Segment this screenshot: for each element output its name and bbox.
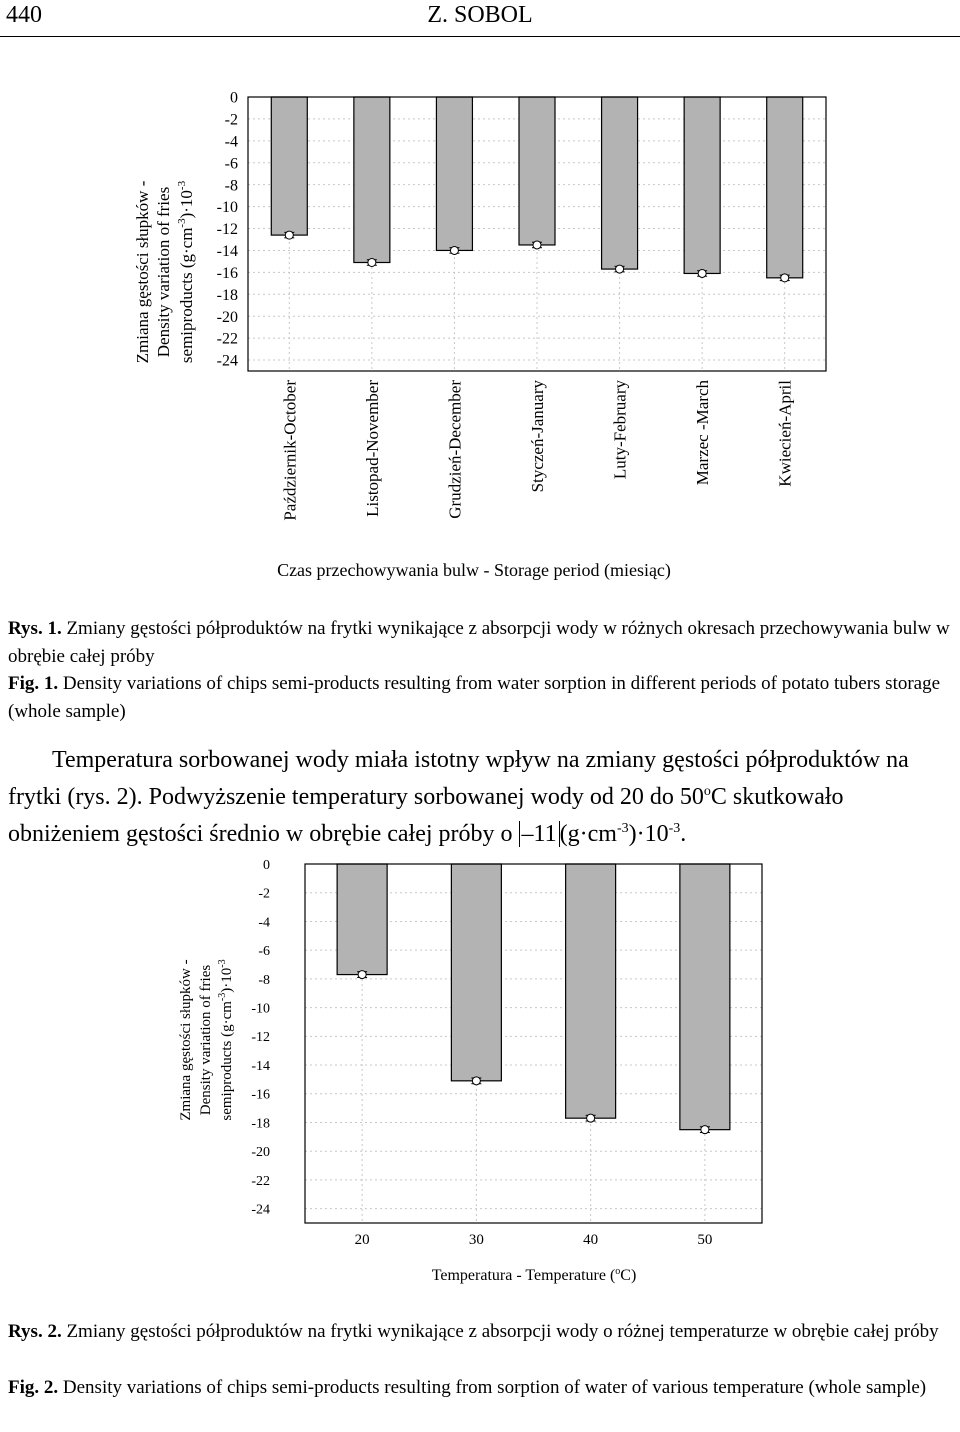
figure-2-caption-en xyxy=(8,1374,954,1402)
chart2-x-axis-label: Temperatura - Temperature ($^o$C) xyxy=(431,1266,637,1284)
y-tick-label: -20 xyxy=(216,308,238,326)
bar xyxy=(602,97,638,269)
mean-point xyxy=(701,1126,709,1134)
figure-1-caption-pl xyxy=(8,615,954,671)
chart2-x-tick-labels xyxy=(355,1232,713,1248)
x-tick-label: 40 xyxy=(583,1232,599,1248)
y-tick-label: -16 xyxy=(251,1087,270,1103)
y-tick-label: -24 xyxy=(216,352,238,370)
mean-point xyxy=(358,971,366,979)
bar xyxy=(566,864,616,1118)
bar xyxy=(451,864,501,1081)
page-number: 440 xyxy=(6,2,42,28)
figure-2-chart xyxy=(0,848,960,1292)
y-tick-label: 0 xyxy=(263,857,270,873)
y-tick-label: -6 xyxy=(258,944,270,960)
x-tick-label: 50 xyxy=(697,1232,713,1248)
x-tick-label: Grudzień-December xyxy=(445,380,465,519)
figure-1-label-en: Fig. 1. xyxy=(8,673,59,694)
y-tick-label: -10 xyxy=(216,199,238,217)
chart1-y-axis-label: Zmiana gęstości słupków - xyxy=(133,180,152,364)
figure-2-caption-en-text: Density variations of chips semi-products resulting from sorption of water of various temperature (whole sample) xyxy=(62,1377,927,1398)
bar xyxy=(767,97,803,278)
y-tick-label: -16 xyxy=(216,264,238,282)
chart2-bars xyxy=(337,864,730,1134)
x-tick-label: Luty-February xyxy=(610,380,630,480)
chart2-y-axis-label: Zmiana gęstości słupków - xyxy=(178,959,194,1121)
figure-2-label-pl: Rys. 2. xyxy=(8,1321,62,1342)
y-tick-label: -2 xyxy=(258,886,270,902)
bar xyxy=(680,864,730,1130)
y-tick-label: -14 xyxy=(251,1058,270,1074)
chart1-y-axis-label-2: Density variation of fries xyxy=(154,186,173,358)
chart1-x-axis-label: Czas przechowywania bulw - Storage period (miesiąc) xyxy=(277,560,671,580)
y-tick-label: -18 xyxy=(216,286,238,304)
body-paragraph: Temperatura sorbowanej wody miała istotny wpływ na zmiany gęstości półproduktów na frytki (rys. 2). Podwyższenie temperatury sorbowanej wody od 20 do 50$^o$C skutkowało obniżeniem gęstości średnio w obrębie całej próby o –11 $(g\cdot cm^{-3})\cdot 10^{-3}$. xyxy=(8,747,909,847)
figure-1-label-pl: Rys. 1. xyxy=(8,618,62,639)
mean-point xyxy=(472,1077,480,1085)
figure-2-caption-pl-text: Zmiany gęstości półproduktów na frytki wynikające z absorpcji wody o różnej temperaturze w obrębie całej próby xyxy=(66,1321,939,1342)
bar xyxy=(436,97,472,250)
mean-point xyxy=(587,1114,595,1122)
y-tick-label: 0 xyxy=(230,89,238,107)
chart2-y-tick-labels xyxy=(251,858,270,1218)
mean-point xyxy=(368,258,376,266)
y-tick-label: -12 xyxy=(251,1030,270,1046)
x-tick-label: 20 xyxy=(354,1232,370,1248)
x-tick-label: Listopad-November xyxy=(362,380,382,517)
chart1-x-tick-labels xyxy=(280,380,794,521)
y-tick-label: -22 xyxy=(251,1173,270,1189)
bar xyxy=(354,97,390,262)
figure-1-caption-pl-text: Zmiany gęstości półproduktów na frytki wynikające z absorpcji wody w różnych okresach przechowywania bulw w obrębie całej próby xyxy=(8,618,950,667)
y-tick-label: -6 xyxy=(224,155,238,173)
chart2-y-axis-label-3: semiproducts $(g\cdot cm^{-3})\cdot 10^{-3}$ xyxy=(217,959,235,1121)
mean-point xyxy=(698,269,706,277)
y-tick-label: -20 xyxy=(251,1145,270,1161)
chart2-y-axis-label-2: Density variation of fries xyxy=(198,964,214,1116)
x-tick-label: 30 xyxy=(468,1232,484,1248)
y-tick-label: -8 xyxy=(258,972,270,988)
mean-point xyxy=(781,274,789,282)
x-tick-label: Styczeń-January xyxy=(528,380,547,493)
y-tick-label: -10 xyxy=(251,1001,270,1017)
running-head: Z. SOBOL xyxy=(427,2,533,28)
chart1-bars xyxy=(271,97,802,282)
mean-point xyxy=(533,241,541,249)
y-tick-label: -14 xyxy=(216,243,238,261)
y-tick-label: -4 xyxy=(258,915,270,931)
mean-point xyxy=(285,231,293,239)
x-tick-label: Październik-October xyxy=(280,380,300,521)
y-tick-label: -8 xyxy=(224,177,238,195)
figure-2-label-en: Fig. 2. xyxy=(8,1377,59,1398)
page-header xyxy=(0,0,960,37)
y-tick-label: -12 xyxy=(216,221,238,239)
mean-point xyxy=(616,265,624,273)
bar xyxy=(684,97,720,273)
mean-point xyxy=(450,246,458,254)
y-tick-label: -22 xyxy=(216,330,238,348)
figure-1-caption-en xyxy=(8,670,954,726)
bar xyxy=(271,97,307,235)
y-tick-label: -24 xyxy=(251,1202,270,1218)
y-tick-label: -18 xyxy=(251,1116,270,1132)
bar xyxy=(337,864,387,975)
x-tick-label: Kwiecień-April xyxy=(775,380,795,487)
figure-2-caption-pl xyxy=(8,1318,954,1346)
y-tick-label: -4 xyxy=(224,133,238,151)
bar xyxy=(519,97,555,245)
y-tick-label: -2 xyxy=(224,111,238,129)
figure-1-chart xyxy=(0,40,960,590)
chart1-y-tick-labels xyxy=(217,90,238,370)
chart1-y-axis-label-3: semiproducts $(g\cdot cm^{-3})\cdot 10^{-3}$ xyxy=(176,180,196,364)
figure-1-caption-en-text: Density variations of chips semi-products resulting from water sorption in different periods of potato tubers storage (whole sample) xyxy=(8,673,941,722)
x-tick-label: Marzec -March xyxy=(693,380,713,486)
